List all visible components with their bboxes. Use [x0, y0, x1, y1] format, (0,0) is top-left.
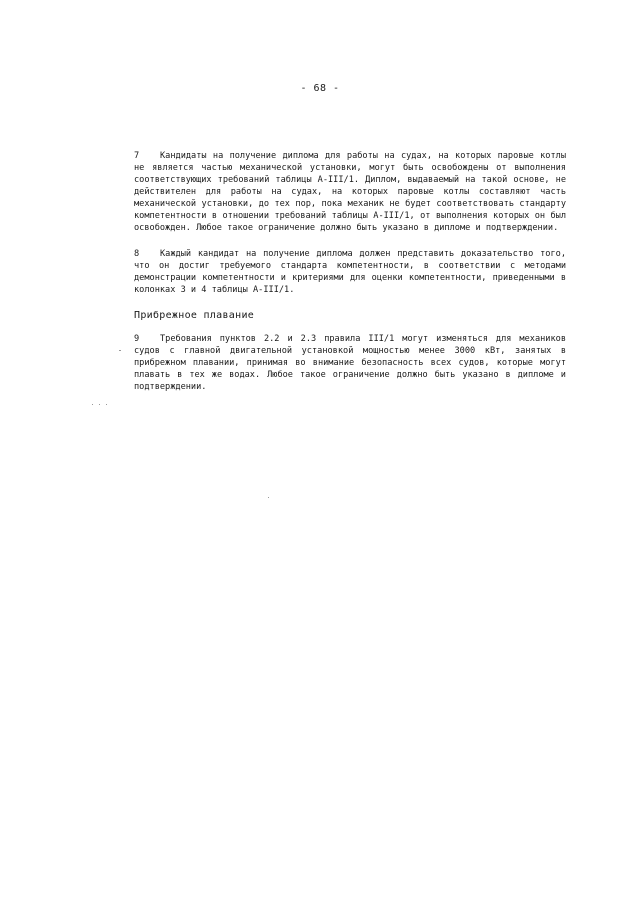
scan-speck — [268, 497, 269, 498]
paragraph-number: 9 — [134, 334, 140, 344]
page-number: - 68 - — [300, 83, 340, 94]
paragraph-9 — [134, 333, 566, 393]
paragraph-text: Требования пунктов 2.2 и 2.3 правила III/1 могут изменяться для механиков судов с главной двигательной установкой мощностью менее 3000 кВт, занятых в прибрежном плавании, принимая во внимание безопасность всех судов, которые могут плавать в тех же водах. Любое такое ограничение должно быть указано в дипломе и подтверждении. — [134, 334, 566, 392]
scan-speck — [92, 404, 93, 405]
scan-speck — [106, 404, 107, 405]
paragraph-8 — [134, 248, 566, 296]
scan-speck — [119, 350, 121, 351]
paragraph-number: 8 — [134, 249, 140, 259]
paragraph-text: Кандидаты на получение диплома для работы на судах, на которых паровые котлы не является частью механической установки, могут быть освобождены от выполнения соответствующих требований таблицы A-III/1. Диплом, выдаваемый на такой основе, не действителен для работы на судах, на которых паровые котлы составляют часть механической установки, до тех пор, пока механик не будет соответствовать стандарту компетентности в отношении требований таблицы A-III/1, от выполнения которых он был освобожден. Любое такое ограничение должно быть указано в дипломе и подтверждении. — [134, 151, 566, 233]
document-body — [134, 150, 566, 407]
scan-speck — [99, 404, 100, 405]
paragraph-7 — [134, 150, 566, 234]
paragraph-text: Каждый кандидат на получение диплома должен представить доказательство того, что он достиг требуемого стандарта компетентности, в соответствии с методами демонстрации компетентности и критериями для оценки компетентности, приведенными в колонках 3 и 4 таблицы A-III/1. — [134, 249, 566, 295]
paragraph-number: 7 — [134, 151, 140, 161]
section-heading: Прибрежное плавание — [134, 310, 255, 321]
